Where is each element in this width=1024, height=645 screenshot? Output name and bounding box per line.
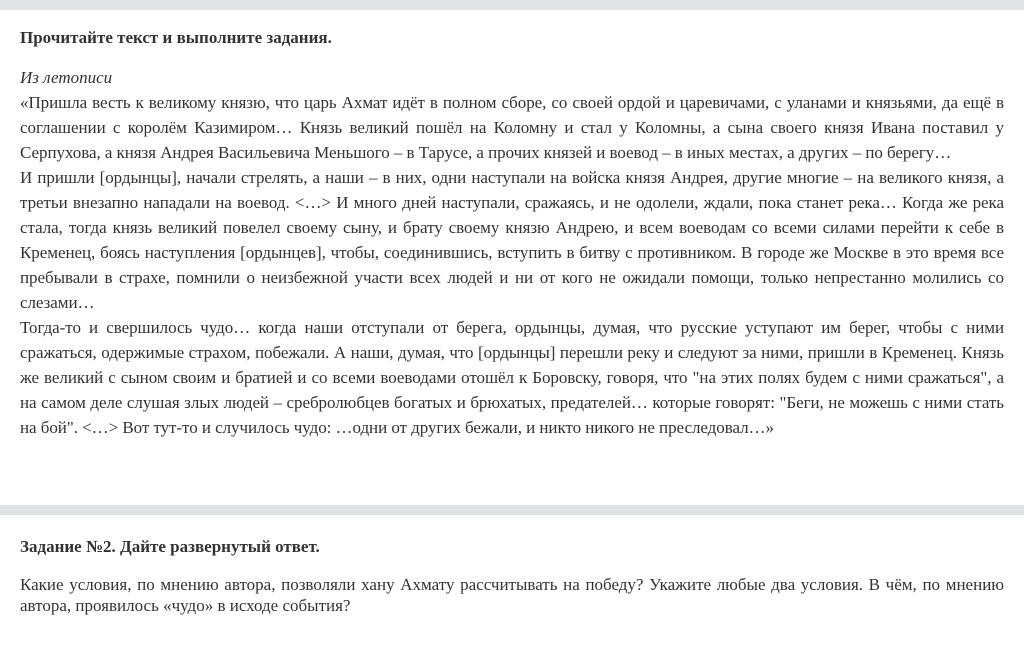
text-paragraph-3: Тогда-то и свершилось чудо… когда наши отступали от берега, ордынцы, думая, что русские уступают им берег, чтобы с ними сражаться, одержимые страхом, побежали. А наши, думая, что [ордынцы] перешли реку и следуют за ними, пришли в Кременец. Князь же великий с сыном своим и братией и со всеми воеводами отошёл к Боровску, говоря, что "на этих полях будем с ними сражаться", а на самом деле слушая злых людей – сребролюбцев богатых и брюхатых, предателей… которые говорят: "Беги, не можешь с ними стать на бой". <…> Вот тут-то и случилось чудо: …одни от других бежали, и никто никого не преследовал…»	[20, 318, 1004, 437]
text-card	[0, 10, 1024, 505]
source-label: Из летописи	[20, 68, 113, 87]
task-card	[0, 515, 1024, 645]
task-question: Какие условия, по мнению автора, позволяли хану Ахмату рассчитывать на победу? Укажите любые два условия. В чём, по мнению автора, проявилось «чудо» в исходе события?	[20, 575, 1004, 615]
top-band	[0, 0, 1024, 10]
text-paragraph-2: И пришли [ордынцы], начали стрелять, а наши – в них, одни наступали на войска князя Андрея, другие многие – на великого князя, а третьи внезапно нападали на воевод. <…> И много дней наступали, сражаясь, и не одолели, ждали, пока станет река… Когда же река стала, тогда князь великий повелел своему сыну, и брату своему князю Андрею, и всем воеводам со всеми силами перейти к себе в Кременец, боясь наступления [ордынцев], чтобы, соединившись, вступить в битву с противником. В городе же Москве в это время все пребывали в страхе, помнили о неизбежной участи всех людей и ни от кого не ожидали помощи, только непрестанно молились со слезами…	[20, 168, 1004, 312]
instruction-heading: Прочитайте текст и выполните задания.	[20, 28, 332, 47]
text-paragraph-1: «Пришла весть к великому князю, что царь Ахмат идёт в полном сборе, со своей ордой и царевичами, с уланами и князьями, да ещё в соглашении с королём Казимиром… Князь великий пошёл на Коломну и стал у Коломны, а сына своего князя Ивана поставил у Серпухова, а князя Андрея Васильевича Меньшого – в Тарусе, а прочих князей и воевод – в иных местах, а других – по берегу…	[20, 93, 1004, 162]
task-heading: Задание №2. Дайте развернутый ответ.	[20, 537, 320, 556]
